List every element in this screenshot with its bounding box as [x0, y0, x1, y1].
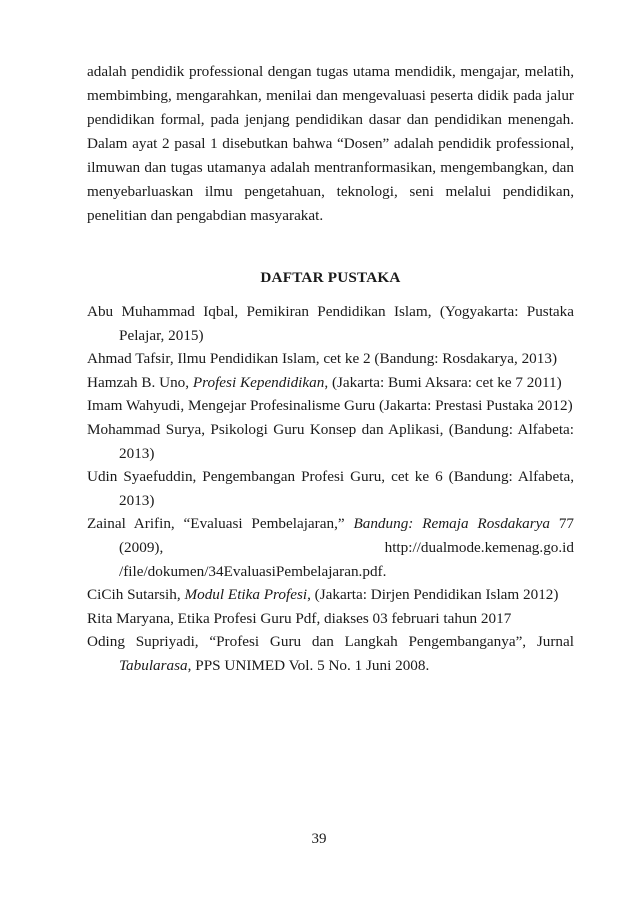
reference-item: CiCih Sutarsih, Modul Etika Profesi, (Jakarta: Dirjen Pendidikan Islam 2012): [87, 586, 559, 604]
reference-item: Rita Maryana, Etika Profesi Guru Pdf, diakses 03 februari tahun 2017: [87, 609, 512, 627]
reference-item: Imam Wahyudi, Mengejar Profesinalisme Guru (Jakarta: Prestasi Pustaka 2012): [87, 397, 573, 415]
reference-item: Hamzah B. Uno, Profesi Kependidikan, (Jakarta: Bumi Aksara: cet ke 7 2011): [87, 373, 562, 391]
reference-item: Udin Syaefuddin, Pengembangan Profesi Guru, cet ke 6 (Bandung: Alfabeta, 2013): [87, 468, 574, 509]
reference-item: Ahmad Tafsir, Ilmu Pendidikan Islam, cet ke 2 (Bandung: Rosdakarya, 2013): [87, 350, 558, 368]
body-paragraph: adalah pendidik professional dengan tugas utama mendidik, mengajar, melatih, membimbing, mengarahkan, menilai dan mengevaluasi peserta didik pada jalur pendidikan formal, pada jenjang pendidikan dasar dan pendidikan menengah. Dalam ayat 2 pasal 1 disebutkan bahwa “Dosen” adalah pendidik professional, ilmuwan dan tugas utamanya adalah mentranformasikan, mengembangkan, dan menyebarluaskan ilmu pengetahuan, teknologi, seni melalui pendidikan, penelitian dan pengabdian masyarakat.: [87, 63, 574, 224]
page-number: 39: [311, 831, 327, 847]
reference-item: Abu Muhammad Iqbal, Pemikiran Pendidikan Islam, (Yogyakarta: Pustaka Pelajar, 2015): [87, 303, 574, 344]
reference-list: [87, 300, 574, 678]
reference-item: Zainal Arifin, “Evaluasi Pembelajaran,” Bandung: Remaja Rosdakarya 77 (2009), http://dualmode.kemenag.go.id /file/dokumen/34EvaluasiPembelajaran.pdf.: [87, 515, 575, 580]
references-heading: DAFTAR PUSTAKA: [260, 269, 401, 286]
reference-item: Mohammad Surya, Psikologi Guru Konsep dan Aplikasi, (Bandung: Alfabeta: 2013): [87, 420, 574, 462]
reference-item: Oding Supriyadi, “Profesi Guru dan Langkah Pengembanganya”, Jurnal Tabularasa, PPS UNIMED Vol. 5 No. 1 Juni 2008.: [87, 633, 574, 674]
document-page: [87, 60, 574, 678]
